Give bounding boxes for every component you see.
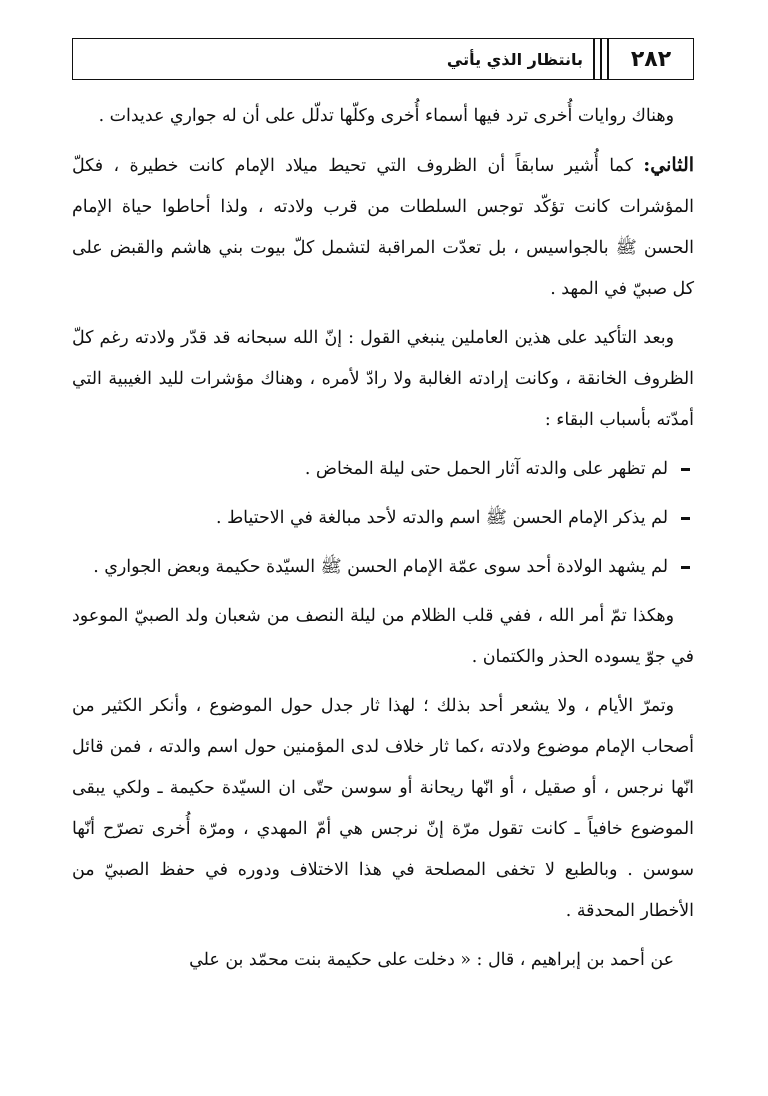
header-divider (593, 39, 595, 79)
paragraph-second-point (72, 145, 694, 310)
bullet-dash-icon (681, 468, 690, 471)
list-item (72, 498, 694, 539)
second-point-label: الثاني: (643, 154, 695, 176)
paragraph: وتمرّ الأيام ، ولا يشعر أحد بذلك ؛ لهذا ثار جدل حول الموضوع ، وأنكر الكثير من أصحاب الإمام موضوع ولادته ،كما ثار خلاف لدى المؤمنين حول اسم والدته ، فمن قائل انّها نرجس ، أو صقيل ، أو انّها ريحانة أو سوسن حتّى ان السيّدة حكيمة ـ ولكي يبقى الموضوع خافياً ـ كانت تقول مرّة إنّ نرجس هي أمّ المهدي ، ومرّة أُخرى تصرّح أنّها سوسن . وبالطبع لا تخفى المصلحة في هذا الاختلاف ودوره في حفظ الصبيّ من الأخطار المحدقة . (72, 696, 694, 921)
list-item-text: لم يشهد الولادة أحد سوى عمّة الإمام الحسن ﷺ السيّدة حكيمة وبعض الجواري . (93, 557, 668, 577)
list-item (72, 547, 694, 588)
list-item (72, 449, 694, 490)
list-item-text: لم يذكر الإمام الحسن ﷺ اسم والدته لأحد مبالغة في الاحتياط . (216, 508, 668, 528)
body-text (72, 96, 694, 989)
page-number: ٢٨٢ (630, 46, 672, 72)
header-divider (607, 39, 609, 79)
list-item-text: لم تظهر على والدته آثار الحمل حتى ليلة المخاض . (304, 459, 668, 479)
header-divider (600, 39, 602, 79)
paragraph-text: كما أُشير سابقاً أن الظروف التي تحيط ميلاد الإمام كانت خطيرة ، فكلّ المؤشرات كانت تؤكّد توجس السلطات من قرب ولادته ، ولذا أحاطوا حياة الإمام الحسن ﷺ بالجواسيس ، بل تعدّت المراقبة لتشمل كلّ بيوت بني هاشم والقبض على كل صبيّ في المهد . (72, 156, 694, 299)
paragraph: وبعد التأكيد على هذين العاملين ينبغي القول : إنّ الله سبحانه قد قدّر ولادته رغم كلّ الظروف الخانقة ، وكانت إرادته الغالبة ولا رادّ لأمره ، وهناك مؤشرات لليد الغيبية التي أمدّته بأسباب البقاء : (72, 328, 694, 430)
paragraph: وهكذا تمّ أمر الله ، ففي قلب الظلام من ليلة النصف من شعبان ولد الصبيّ الموعود في جوّ يسوده الحذر والكتمان . (72, 606, 694, 667)
page-header (72, 38, 694, 80)
paragraph: عن أحمد بن إبراهيم ، قال : « دخلت على حكيمة بنت محمّد بن علي (189, 950, 674, 970)
paragraph: وهناك روايات أُخرى ترد فيها أسماء أُخرى وكلّها تدلّل على أن له جواري عديدات . (98, 106, 674, 126)
bullet-dash-icon (681, 566, 690, 569)
bullet-dash-icon (681, 517, 690, 520)
bullet-list (72, 449, 694, 588)
running-title: بانتظار الذي يأتي (446, 49, 583, 69)
